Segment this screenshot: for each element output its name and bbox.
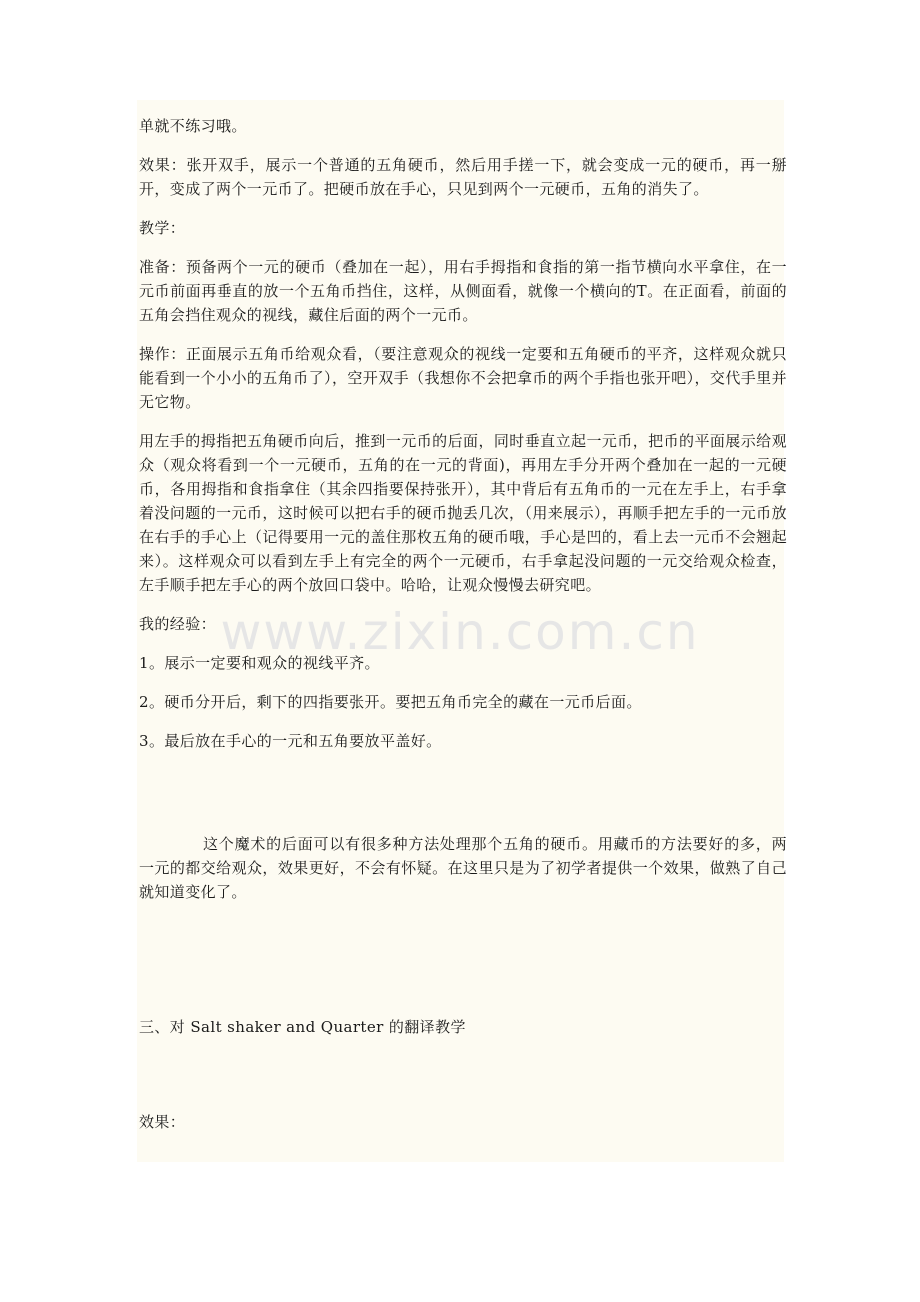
spacer xyxy=(139,768,787,832)
paragraph-note: 这个魔术的后面可以有很多种方法处理那个五角的硬币。用藏币的方法要好的多，两一元的都交给观众，效果更好，不会有怀疑。在这里只是为了初学者提供一个效果，做熟了自己就知道变化了。 xyxy=(139,835,787,901)
experience-item-1: 1。展示一定要和观众的视线平齐。 xyxy=(139,654,380,672)
paragraph-operation: 操作：正面展示五角币给观众看，（要注意观众的视线一定要和五角硬币的平齐，这样观众就只能看到一个小小的五角币了），空开双手（我想你不会把拿币的两个手指也张开吧），交代手里并无它物。 xyxy=(139,345,787,411)
document-body xyxy=(139,114,787,1149)
paragraph-preparation: 准备：预备两个一元的硬币（叠加在一起），用右手拇指和食指的第一指节横向水平拿住，在一元币前面再垂直的放一个五角币挡住，这样，从侧面看，就像一个横向的T。在正面看，前面的五角会挡住观众的视线，藏住后面的两个一元币。 xyxy=(139,258,787,324)
paragraph-intro-tail: 单就不练习哦。 xyxy=(139,117,247,135)
spacer xyxy=(139,1054,787,1110)
paragraph-teaching-heading: 教学： xyxy=(139,219,186,237)
paragraph-effect: 效果：张开双手，展示一个普通的五角硬币，然后用手搓一下，就会变成一元的硬币，再一掰开，变成了两个一元币了。把硬币放在手心，只见到两个一元硬币，五角的消失了。 xyxy=(139,156,787,198)
section-heading-3: 三、对 Salt shaker and Quarter 的翻译教学 xyxy=(139,1018,466,1036)
paragraph-procedure: 用左手的拇指把五角硬币向后，推到一元币的后面，同时垂直立起一元币，把币的平面展示给观众（观众将看到一个一元硬币，五角的在一元的背面)，再用左手分开两个叠加在一起的一元硬币，各用拇指和食指拿住（其余四指要保持张开），其中背后有五角币的一元在左手上，右手拿着没问题的一元币，这时候可以把右手的硬币抛丢几次，（用来展示），再顺手把左手的一元币放在右手的手心上（记得要用一元的盖住那枚五角的硬币哦，手心是凹的，看上去一元币不会翘起来）。这样观众可以看到左手上有完全的两个一元硬币，右手拿起没问题的一元交给观众检查，左手顺手把左手心的两个放回口袋中。哈哈，让观众慢慢去研究吧。 xyxy=(139,432,787,594)
paragraph-effect-heading: 效果： xyxy=(139,1113,186,1131)
experience-item-2: 2。硬币分开后，剩下的四指要张开。要把五角币完全的藏在一元币后面。 xyxy=(139,693,642,711)
paragraph-experience-heading: 我的经验： xyxy=(139,615,217,633)
spacer xyxy=(139,919,787,1015)
watermark: www.zixin.com.cn xyxy=(220,603,700,661)
experience-item-3: 3。最后放在手心的一元和五角要放平盖好。 xyxy=(139,732,442,750)
